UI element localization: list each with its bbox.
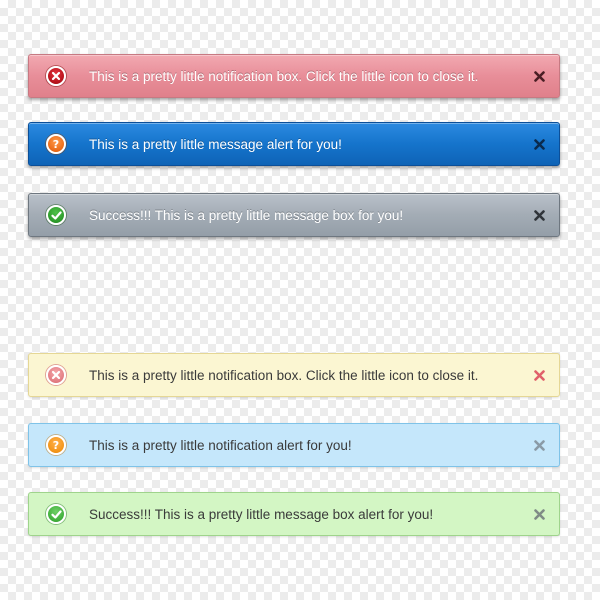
success-message-light: [28, 492, 560, 536]
error-notification-light: [28, 353, 560, 397]
error-circle-icon: [46, 66, 66, 86]
notification-message: This is a pretty little notification box. Click the little icon to close it.: [89, 68, 479, 84]
close-x-icon[interactable]: [531, 68, 547, 84]
success-message-text: Success!!! This is a pretty little message box alert for you!: [89, 506, 434, 522]
error-notification-dark: [28, 54, 560, 98]
success-message-dark: [28, 193, 560, 237]
check-circle-icon: [46, 205, 66, 225]
close-x-icon[interactable]: [531, 367, 547, 383]
notification-message: This is a pretty little notification box. Click the little icon to close it.: [89, 367, 479, 383]
info-alert-light: [28, 423, 560, 467]
question-circle-icon: ?: [46, 134, 66, 154]
success-message-text: Success!!! This is a pretty little message box for you!: [89, 207, 404, 223]
alert-message: This is a pretty little notification alert for you!: [89, 437, 352, 453]
alert-message: This is a pretty little message alert for you!: [89, 136, 342, 152]
info-alert-dark: [28, 122, 560, 166]
close-x-icon[interactable]: [531, 437, 547, 453]
check-circle-icon: [46, 504, 66, 524]
close-x-icon[interactable]: [531, 136, 547, 152]
close-x-icon[interactable]: [531, 207, 547, 223]
error-circle-icon: [46, 365, 66, 385]
close-x-icon[interactable]: [531, 506, 547, 522]
question-circle-icon: ?: [46, 435, 66, 455]
